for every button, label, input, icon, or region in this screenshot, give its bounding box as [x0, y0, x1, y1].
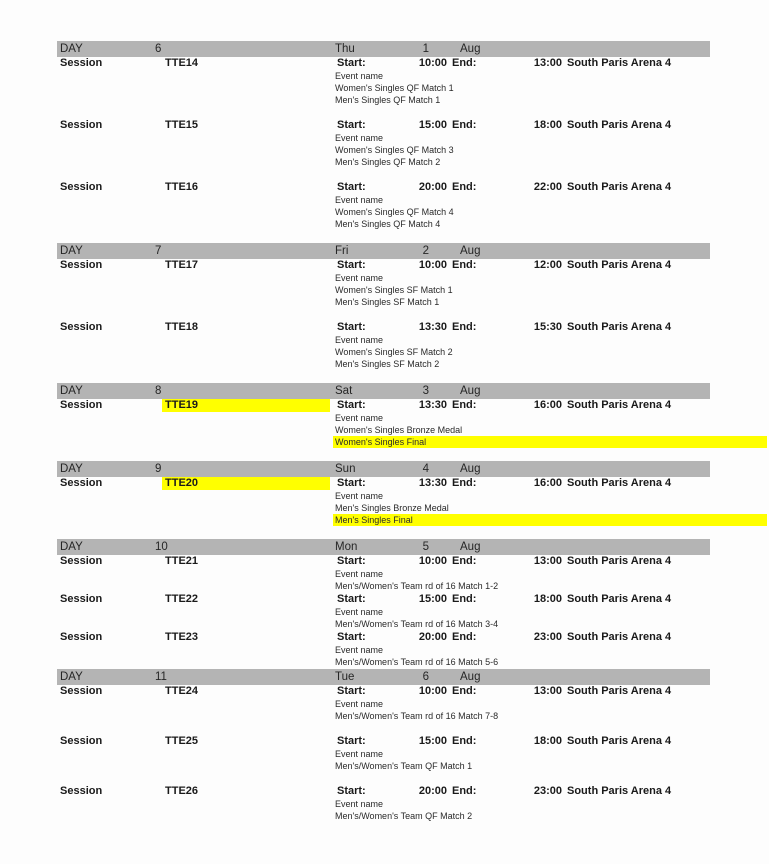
event-line: Men's/Women's Team rd of 16 Match 5-6 [335, 657, 499, 667]
event-name-label: Event name [335, 645, 384, 655]
event-line: Men's/Women's Team rd of 16 Match 7-8 [335, 711, 499, 721]
start-label: Start: [337, 259, 366, 271]
start-time: 10:00 [418, 555, 447, 567]
session-row [57, 399, 710, 412]
event-list [335, 490, 710, 526]
month: Aug [460, 385, 481, 397]
day-number: 11 [155, 671, 167, 683]
month: Aug [460, 541, 481, 553]
end-time: 13:00 [533, 57, 562, 69]
start-label: Start: [337, 477, 366, 489]
event-name-label: Event name [335, 491, 384, 501]
session-block [57, 785, 710, 822]
start-time: 20:00 [418, 785, 447, 797]
end-label: End: [452, 259, 477, 271]
event-line: Women's Singles Final [333, 436, 767, 448]
session-row [57, 555, 710, 568]
session-block [57, 119, 710, 168]
venue: South Paris Arena 4 [567, 181, 672, 193]
venue: South Paris Arena 4 [567, 785, 672, 797]
end-label: End: [452, 555, 477, 567]
event-list [335, 748, 710, 772]
day-label: DAY [60, 245, 83, 257]
day-label: DAY [60, 671, 83, 683]
event-line: Men's Singles QF Match 4 [335, 219, 441, 229]
venue: South Paris Arena 4 [567, 259, 672, 271]
end-time: 15:30 [533, 321, 562, 333]
session-block [57, 259, 710, 308]
day-section [57, 461, 710, 526]
end-label: End: [452, 399, 477, 411]
event-list [335, 606, 710, 630]
event-list [335, 644, 710, 668]
event-name-label: Event name [335, 569, 384, 579]
start-time: 15:00 [418, 735, 447, 747]
day-section [57, 41, 710, 230]
event-name-label: Event name [335, 195, 384, 205]
start-label: Start: [337, 593, 366, 605]
event-list [335, 798, 710, 822]
event-list [335, 132, 710, 168]
end-time: 18:00 [533, 735, 562, 747]
start-label: Start: [337, 631, 366, 643]
event-list [335, 698, 710, 722]
session-block [57, 57, 710, 106]
venue: South Paris Arena 4 [567, 631, 672, 643]
start-time: 10:00 [418, 57, 447, 69]
date-number: 6 [422, 671, 429, 683]
event-list [335, 70, 710, 106]
date-number: 5 [422, 541, 429, 553]
event-list [335, 412, 710, 448]
day-header-bar [57, 539, 710, 555]
event-list [335, 272, 710, 308]
event-name-label: Event name [335, 607, 384, 617]
venue: South Paris Arena 4 [567, 57, 672, 69]
session-code: TTE16 [165, 181, 199, 193]
start-label: Start: [337, 785, 366, 797]
start-label: Start: [337, 399, 366, 411]
day-number: 9 [155, 463, 162, 475]
end-label: End: [452, 785, 477, 797]
session-label: Session [60, 119, 103, 131]
session-row [57, 477, 710, 490]
session-label: Session [60, 631, 103, 643]
start-label: Start: [337, 735, 366, 747]
end-label: End: [452, 321, 477, 333]
end-time: 18:00 [533, 119, 562, 131]
weekday: Fri [335, 245, 349, 257]
start-time: 13:30 [418, 321, 447, 333]
end-time: 23:00 [533, 631, 562, 643]
end-time: 18:00 [533, 593, 562, 605]
venue: South Paris Arena 4 [567, 477, 672, 489]
session-code: TTE22 [165, 593, 199, 605]
start-time: 20:00 [418, 631, 447, 643]
session-row [57, 259, 710, 272]
month: Aug [460, 245, 481, 257]
session-block [57, 735, 710, 772]
event-line: Men's Singles SF Match 2 [335, 359, 440, 369]
session-block [57, 181, 710, 230]
event-name-label: Event name [335, 749, 384, 759]
session-code: TTE15 [165, 119, 199, 131]
event-line: Women's Singles Bronze Medal [335, 425, 463, 435]
day-section [57, 539, 710, 668]
day-header-bar [57, 461, 710, 477]
venue: South Paris Arena 4 [567, 593, 672, 605]
date-number: 1 [422, 43, 429, 55]
start-time: 13:30 [418, 399, 447, 411]
event-name-label: Event name [335, 799, 384, 809]
event-line: Women's Singles QF Match 1 [335, 83, 454, 93]
session-code: TTE23 [165, 631, 199, 643]
start-time: 15:00 [418, 593, 447, 605]
event-line: Men's/Women's Team rd of 16 Match 3-4 [335, 619, 499, 629]
start-time: 10:00 [418, 685, 447, 697]
session-code: TTE19 [162, 399, 330, 412]
start-time: 15:00 [418, 119, 447, 131]
day-label: DAY [60, 463, 83, 475]
session-row [57, 785, 710, 798]
start-time: 20:00 [418, 181, 447, 193]
event-line: Women's Singles SF Match 1 [335, 285, 453, 295]
session-label: Session [60, 57, 103, 69]
date-number: 4 [422, 463, 429, 475]
event-name-label: Event name [335, 273, 384, 283]
start-time: 10:00 [418, 259, 447, 271]
session-code: TTE26 [165, 785, 199, 797]
session-label: Session [60, 685, 103, 697]
end-label: End: [452, 631, 477, 643]
session-code: TTE20 [162, 477, 330, 490]
start-label: Start: [337, 321, 366, 333]
day-number: 7 [155, 245, 162, 257]
day-section [57, 669, 710, 822]
venue: South Paris Arena 4 [567, 321, 672, 333]
day-number: 10 [155, 541, 168, 553]
end-time: 22:00 [533, 181, 562, 193]
end-time: 13:00 [533, 555, 562, 567]
day-number: 6 [155, 43, 162, 55]
end-time: 13:00 [533, 685, 562, 697]
event-line: Men's Singles SF Match 1 [335, 297, 440, 307]
date-number: 3 [422, 385, 429, 397]
session-row [57, 321, 710, 334]
day-label: DAY [60, 385, 83, 397]
day-header-bar [57, 669, 710, 685]
session-block [57, 685, 710, 722]
end-label: End: [452, 477, 477, 489]
session-label: Session [60, 785, 103, 797]
event-list [335, 334, 710, 370]
start-label: Start: [337, 119, 366, 131]
session-code: TTE17 [165, 259, 199, 271]
session-row [57, 181, 710, 194]
event-line: Men's/Women's Team QF Match 1 [335, 761, 473, 771]
end-label: End: [452, 119, 477, 131]
day-section [57, 383, 710, 448]
session-block [57, 593, 710, 630]
weekday: Sat [335, 385, 353, 397]
session-label: Session [60, 399, 103, 411]
event-name-label: Event name [335, 71, 384, 81]
session-code: TTE18 [165, 321, 199, 333]
end-label: End: [452, 181, 477, 193]
session-row [57, 593, 710, 606]
day-number: 8 [155, 385, 162, 397]
weekday: Tue [335, 671, 355, 683]
session-row [57, 735, 710, 748]
session-label: Session [60, 477, 103, 489]
venue: South Paris Arena 4 [567, 685, 672, 697]
event-name-label: Event name [335, 133, 384, 143]
session-row [57, 631, 710, 644]
end-time: 12:00 [533, 259, 562, 271]
weekday: Sun [335, 463, 356, 475]
event-line: Men's/Women's Team rd of 16 Match 1-2 [335, 581, 499, 591]
day-header-bar [57, 383, 710, 399]
start-label: Start: [337, 181, 366, 193]
event-list [335, 568, 710, 592]
event-line: Women's Singles QF Match 3 [335, 145, 454, 155]
end-label: End: [452, 57, 477, 69]
session-label: Session [60, 735, 103, 747]
session-block [57, 477, 710, 526]
venue: South Paris Arena 4 [567, 735, 672, 747]
session-label: Session [60, 181, 103, 193]
session-code: TTE21 [165, 555, 199, 567]
session-block [57, 321, 710, 370]
event-name-label: Event name [335, 413, 384, 423]
event-line: Men's Singles QF Match 1 [335, 95, 441, 105]
month: Aug [460, 43, 481, 55]
start-label: Start: [337, 685, 366, 697]
session-label: Session [60, 555, 103, 567]
session-block [57, 631, 710, 668]
month: Aug [460, 463, 481, 475]
weekday: Mon [335, 541, 358, 553]
end-label: End: [452, 735, 477, 747]
session-label: Session [60, 259, 103, 271]
day-header-bar [57, 243, 710, 259]
day-label: DAY [60, 541, 83, 553]
month: Aug [460, 671, 481, 683]
weekday: Thu [335, 43, 355, 55]
session-code: TTE24 [165, 685, 199, 697]
event-name-label: Event name [335, 335, 384, 345]
date-number: 2 [422, 245, 429, 257]
end-label: End: [452, 593, 477, 605]
session-code: TTE14 [165, 57, 199, 69]
session-row [57, 57, 710, 70]
end-time: 16:00 [533, 399, 562, 411]
day-header-bar [57, 41, 710, 57]
venue: South Paris Arena 4 [567, 555, 672, 567]
event-line: Women's Singles QF Match 4 [335, 207, 454, 217]
session-label: Session [60, 321, 103, 333]
session-block [57, 555, 710, 592]
day-section [57, 243, 710, 370]
schedule-sheet [57, 41, 710, 835]
event-line: Women's Singles SF Match 2 [335, 347, 453, 357]
session-row [57, 685, 710, 698]
event-list [335, 194, 710, 230]
session-block [57, 399, 710, 448]
session-code: TTE25 [165, 735, 199, 747]
start-label: Start: [337, 57, 366, 69]
venue: South Paris Arena 4 [567, 399, 672, 411]
day-label: DAY [60, 43, 83, 55]
session-label: Session [60, 593, 103, 605]
venue: South Paris Arena 4 [567, 119, 672, 131]
session-row [57, 119, 710, 132]
event-line: Men's/Women's Team QF Match 2 [335, 811, 473, 821]
event-line: Men's Singles Bronze Medal [335, 503, 449, 513]
start-time: 13:30 [418, 477, 447, 489]
end-time: 23:00 [533, 785, 562, 797]
event-name-label: Event name [335, 699, 384, 709]
event-line: Men's Singles Final [333, 514, 767, 526]
end-label: End: [452, 685, 477, 697]
end-time: 16:00 [533, 477, 562, 489]
event-line: Men's Singles QF Match 2 [335, 157, 441, 167]
start-label: Start: [337, 555, 366, 567]
